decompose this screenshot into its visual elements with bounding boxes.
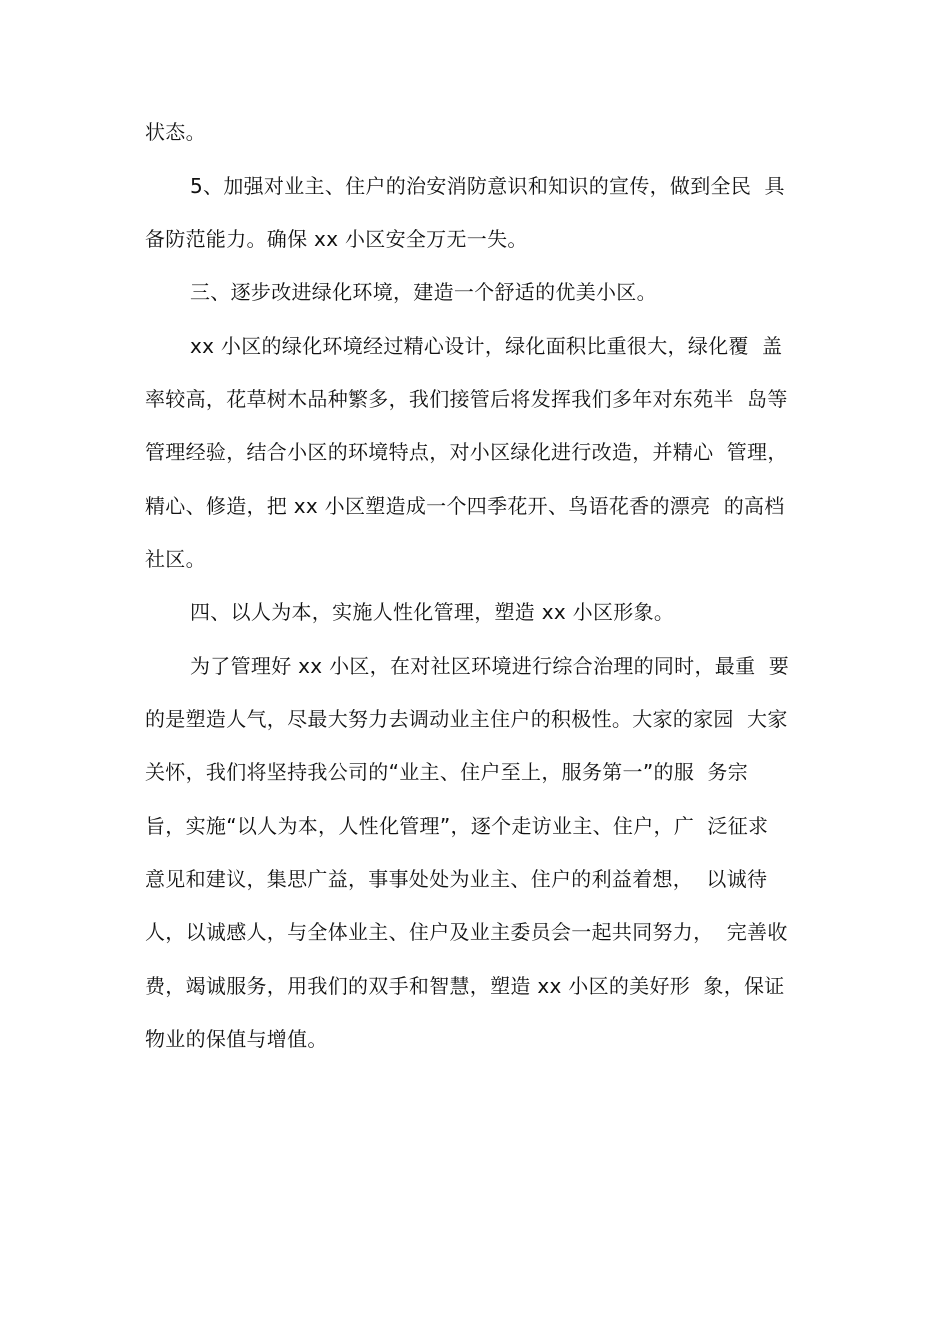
text-line: 费，竭诚服务，用我们的双手和智慧，塑造 xx 小区的美好形 象，保证	[145, 974, 785, 998]
section-heading: 三、逐步改进绿化环境，建造一个舒适的优美小区。	[190, 280, 657, 304]
text-line: xx 小区的绿化环境经过精心设计，绿化面积比重很大，绿化覆 盖	[190, 334, 783, 358]
text-line: 备防范能力。确保 xx 小区安全万无一失。	[145, 227, 528, 251]
section-heading: 四、以人为本，实施人性化管理，塑造 xx 小区形象。	[190, 600, 675, 624]
text-line: 关怀，我们将坚持我公司的“业主、住户至上，服务第一”的服 务宗	[145, 760, 749, 784]
text-line: 状态。	[145, 120, 206, 144]
text-line: 社区。	[145, 547, 206, 571]
text-line: 的是塑造人气，尽最大努力去调动业主住户的积极性。大家的家园 大家	[145, 707, 788, 731]
text-line: 物业的保值与增值。	[145, 1027, 328, 1051]
text-line: 为了管理好 xx 小区，在对社区环境进行综合治理的同时，最重 要	[190, 654, 790, 678]
text-line: 意见和建议，集思广益，事事处处为业主、住户的利益着想， 以诚待	[145, 867, 768, 891]
text-line: 人，以诚感人，与全体业主、住户及业主委员会一起共同努力， 完善收	[145, 920, 788, 944]
text-line: 率较高，花草树木品种繁多，我们接管后将发挥我们多年对东苑半 岛等	[145, 387, 788, 411]
text-line: 旨，实施“以人为本，人性化管理”，逐个走访业主、住户，广 泛征求	[145, 814, 769, 838]
text-line: 管理经验，结合小区的环境特点，对小区绿化进行改造，并精心 管理，	[145, 440, 788, 464]
text-line: 精心、修造，把 xx 小区塑造成一个四季花开、鸟语花香的漂亮 的高档	[145, 494, 785, 518]
text-line: 5、加强对业主、住户的治安消防意识和知识的宣传，做到全民 具	[190, 174, 785, 198]
